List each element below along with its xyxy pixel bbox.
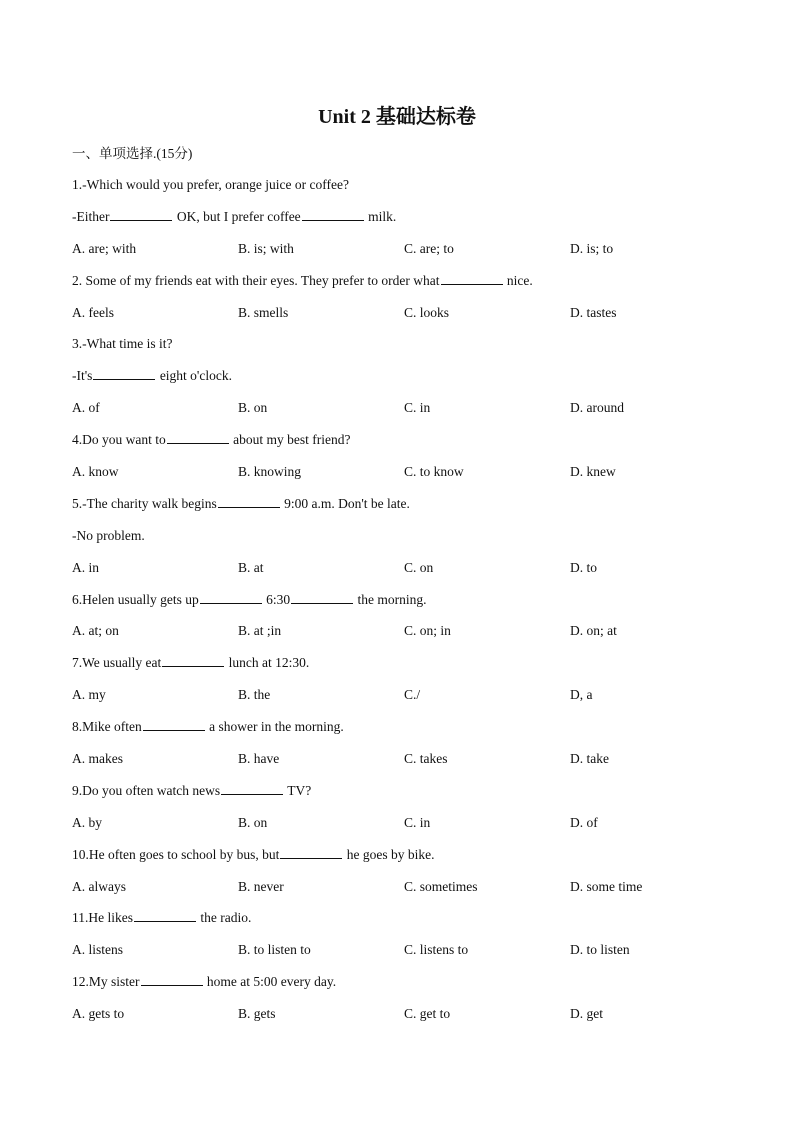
- question-text: [72, 780, 732, 812]
- question-text: [72, 270, 732, 302]
- answer-option: B. smells: [238, 304, 289, 320]
- answer-option: D, a: [570, 687, 593, 703]
- answer-blank: [134, 907, 196, 922]
- answer-option: A. always: [72, 878, 126, 894]
- question-item: [72, 589, 732, 653]
- question-item: [72, 270, 732, 334]
- question-segment: -Either: [72, 208, 110, 224]
- question-item: [72, 716, 732, 780]
- question-item: [72, 493, 732, 589]
- answer-option: B. the: [238, 687, 271, 703]
- page-title: Unit 2 基础达标卷: [318, 106, 476, 128]
- question-text: [72, 174, 732, 206]
- answer-option: A. in: [72, 559, 99, 575]
- question-text: [72, 844, 732, 876]
- option-row: [72, 876, 732, 908]
- answer-blank: [141, 971, 203, 986]
- answer-option: A. by: [72, 814, 102, 830]
- answer-option: D. take: [570, 751, 609, 767]
- question-segment: -It's: [72, 368, 93, 384]
- answer-option: A. at; on: [72, 623, 119, 639]
- question-item: [72, 907, 732, 971]
- answer-option: C. get to: [404, 1006, 451, 1022]
- question-item: [72, 174, 732, 270]
- option-row: [72, 557, 732, 589]
- answer-blank: [110, 206, 172, 221]
- question-segment: 6:30: [262, 591, 291, 607]
- answer-option: C. in: [404, 400, 431, 416]
- question-item: [72, 429, 732, 493]
- question-text: [72, 589, 732, 621]
- question-segment: the morning.: [354, 591, 427, 607]
- question-text: [72, 652, 732, 684]
- question-text: [72, 907, 732, 939]
- question-segment: 4.Do you want to: [72, 432, 166, 448]
- answer-blank: [162, 652, 224, 667]
- answer-option: A. my: [72, 687, 106, 703]
- answer-option: C. on; in: [404, 623, 451, 639]
- question-segment: 7.We usually eat: [72, 655, 162, 671]
- option-row: [72, 684, 732, 716]
- answer-option: A. gets to: [72, 1006, 125, 1022]
- answer-option: D. tastes: [570, 304, 617, 320]
- answer-option: D. some time: [570, 878, 643, 894]
- answer-option: A. feels: [72, 304, 114, 320]
- question-segment: 9:00 a.m. Don't be late.: [280, 495, 410, 511]
- question-segment: 3.-What time is it?: [72, 336, 173, 352]
- answer-option: B. have: [238, 751, 280, 767]
- question-segment: 9.Do you often watch news: [72, 782, 221, 798]
- answer-option: C. listens to: [404, 942, 469, 958]
- answer-option: A. makes: [72, 751, 123, 767]
- question-segment: lunch at 12:30.: [225, 655, 310, 671]
- question-item: [72, 652, 732, 716]
- answer-blank: [280, 844, 342, 859]
- option-row: [72, 302, 732, 334]
- question-segment: 10.He often goes to school by bus, but: [72, 846, 280, 862]
- answer-blank: [221, 780, 283, 795]
- question-segment: nice.: [503, 272, 533, 288]
- answer-option: C. looks: [404, 304, 450, 320]
- answer-option: B. to listen to: [238, 942, 311, 958]
- answer-option: B. at ;in: [238, 623, 282, 639]
- option-row: [72, 397, 732, 429]
- section-heading: 一、单项选择.(15分): [72, 146, 193, 161]
- question-text: [72, 365, 732, 397]
- question-segment: home at 5:00 every day.: [203, 974, 337, 990]
- question-text: [72, 333, 732, 365]
- answer-blank: [441, 270, 503, 285]
- question-text: [72, 493, 732, 525]
- answer-option: D. to: [570, 559, 597, 575]
- question-text: [72, 971, 732, 1003]
- answer-option: A. listens: [72, 942, 124, 958]
- question-item: [72, 971, 732, 1035]
- question-text: [72, 429, 732, 461]
- answer-blank: [302, 206, 364, 221]
- answer-blank: [200, 589, 262, 604]
- question-text: [72, 206, 732, 238]
- question-item: [72, 844, 732, 908]
- question-segment: about my best friend?: [229, 432, 351, 448]
- question-segment: OK, but I prefer coffee: [173, 208, 301, 224]
- question-segment: TV?: [284, 782, 312, 798]
- answer-option: B. on: [238, 400, 268, 416]
- question-item: [72, 333, 732, 429]
- question-segment: -No problem.: [72, 527, 145, 543]
- answer-option: B. knowing: [238, 464, 302, 480]
- option-row: [72, 812, 732, 844]
- question-segment: 6.Helen usually gets up: [72, 591, 199, 607]
- answer-option: D. of: [570, 814, 598, 830]
- answer-option: A. of: [72, 400, 100, 416]
- option-row: [72, 939, 732, 971]
- answer-option: D. around: [570, 400, 624, 416]
- question-segment: a shower in the morning.: [205, 719, 344, 735]
- answer-option: C. to know: [404, 464, 464, 480]
- option-row: [72, 461, 732, 493]
- question-text: [72, 716, 732, 748]
- question-segment: milk.: [364, 208, 397, 224]
- option-row: [72, 748, 732, 780]
- answer-option: B. never: [238, 878, 284, 894]
- question-segment: 11.He likes: [72, 910, 133, 926]
- answer-option: B. at: [238, 559, 264, 575]
- answer-option: D. on; at: [570, 623, 617, 639]
- question-segment: 5.-The charity walk begins: [72, 495, 217, 511]
- answer-option: C. on: [404, 559, 434, 575]
- answer-option: A. know: [72, 464, 119, 480]
- question-segment: 12.My sister: [72, 974, 140, 990]
- answer-blank: [143, 716, 205, 731]
- answer-option: B. on: [238, 814, 268, 830]
- answer-option: C. takes: [404, 751, 448, 767]
- option-row: [72, 620, 732, 652]
- question-segment: eight o'clock.: [156, 368, 232, 384]
- answer-option: D. get: [570, 1006, 603, 1022]
- question-segment: he goes by bike.: [343, 846, 435, 862]
- answer-option: C. are; to: [404, 240, 454, 256]
- answer-option: C. sometimes: [404, 878, 478, 894]
- option-row: [72, 1003, 732, 1035]
- answer-option: B. gets: [238, 1006, 276, 1022]
- answer-blank: [218, 493, 280, 508]
- answer-option: D. knew: [570, 464, 616, 480]
- answer-blank: [167, 429, 229, 444]
- question-text: [72, 525, 732, 557]
- answer-option: C. in: [404, 814, 431, 830]
- answer-option: B. is; with: [238, 240, 294, 256]
- option-row: [72, 238, 732, 270]
- question-segment: 2. Some of my friends eat with their eyes. They prefer to order what: [72, 272, 440, 288]
- question-item: [72, 780, 732, 844]
- question-segment: the radio.: [197, 910, 252, 926]
- question-list: [72, 174, 732, 1035]
- answer-blank: [93, 365, 155, 380]
- answer-option: D. to listen: [570, 942, 630, 958]
- answer-option: D. is; to: [570, 240, 614, 256]
- answer-option: C./: [404, 687, 421, 703]
- question-segment: 8.Mike often: [72, 719, 142, 735]
- answer-blank: [291, 589, 353, 604]
- question-segment: 1.-Which would you prefer, orange juice or coffee?: [72, 177, 349, 192]
- answer-option: A. are; with: [72, 240, 137, 256]
